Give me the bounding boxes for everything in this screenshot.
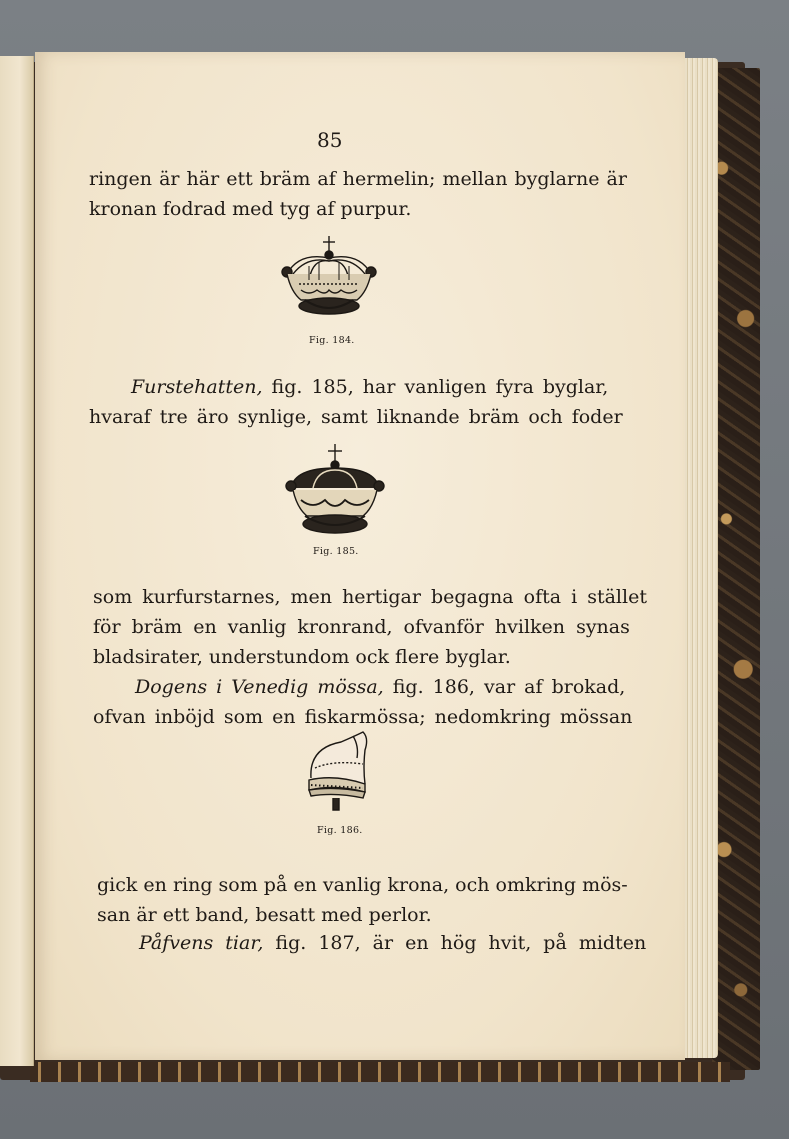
cover-bottom-edge [30, 1062, 730, 1082]
text-line-furstehatten: fig. 185, har vanligen fyra byglar, [262, 376, 609, 398]
figure-caption-185: Fig. 185. [313, 546, 359, 557]
term-pafvens: Påfvens tiar, [139, 932, 264, 954]
text-line-bladsirater: bladsirater, understundom ock flere byglar. [93, 646, 511, 668]
term-dogens: Dogens i Venedig mössa, [135, 676, 384, 698]
prince-hat-icon [285, 442, 385, 538]
text-line-hvaraf: hvaraf tre äro synlige, samt liknande bräm och foder [89, 406, 623, 428]
text-line-for-bram: för bräm en vanlig kronrand, ofvanför hvilken synas [93, 616, 630, 638]
figure-caption-186: Fig. 186. [317, 825, 363, 836]
term-furstehatten: Furstehatten, [131, 376, 263, 398]
text-line-ofvan: ofvan inböjd som en fiskarmössa; nedomkring mössan [93, 706, 633, 728]
marbled-cover-edge [712, 68, 760, 1070]
text-line-som-kurfurstarnes: som kurfurstarnes, men hertigar begagna ofta i stället [93, 586, 647, 608]
left-page-edge [0, 56, 34, 1066]
text-line-pafvens: fig. 187, är en hög hvit, på midten [263, 932, 647, 954]
text-line-gick: gick en ring som på en vanlig krona, och omkring mös- [97, 874, 628, 896]
paragraph-pafvens [139, 928, 646, 958]
paragraph-furstehatten [131, 372, 608, 402]
text-line-dogens: fig. 186, var af brokad, [383, 676, 626, 698]
figure-caption-184: Fig. 184. [309, 335, 355, 346]
text-line-san: san är ett band, besatt med perlor. [97, 904, 432, 926]
page-number: 85 [317, 128, 343, 152]
doge-cap-icon [303, 728, 371, 818]
crown-icon [279, 234, 379, 326]
book-page [35, 52, 685, 1060]
text-line-2: kronan fodrad med tyg af purpur. [89, 198, 412, 220]
text-line-1: ringen är här ett bräm af hermelin; mellan byglarne är [89, 168, 627, 190]
paragraph-dogens [135, 672, 625, 702]
